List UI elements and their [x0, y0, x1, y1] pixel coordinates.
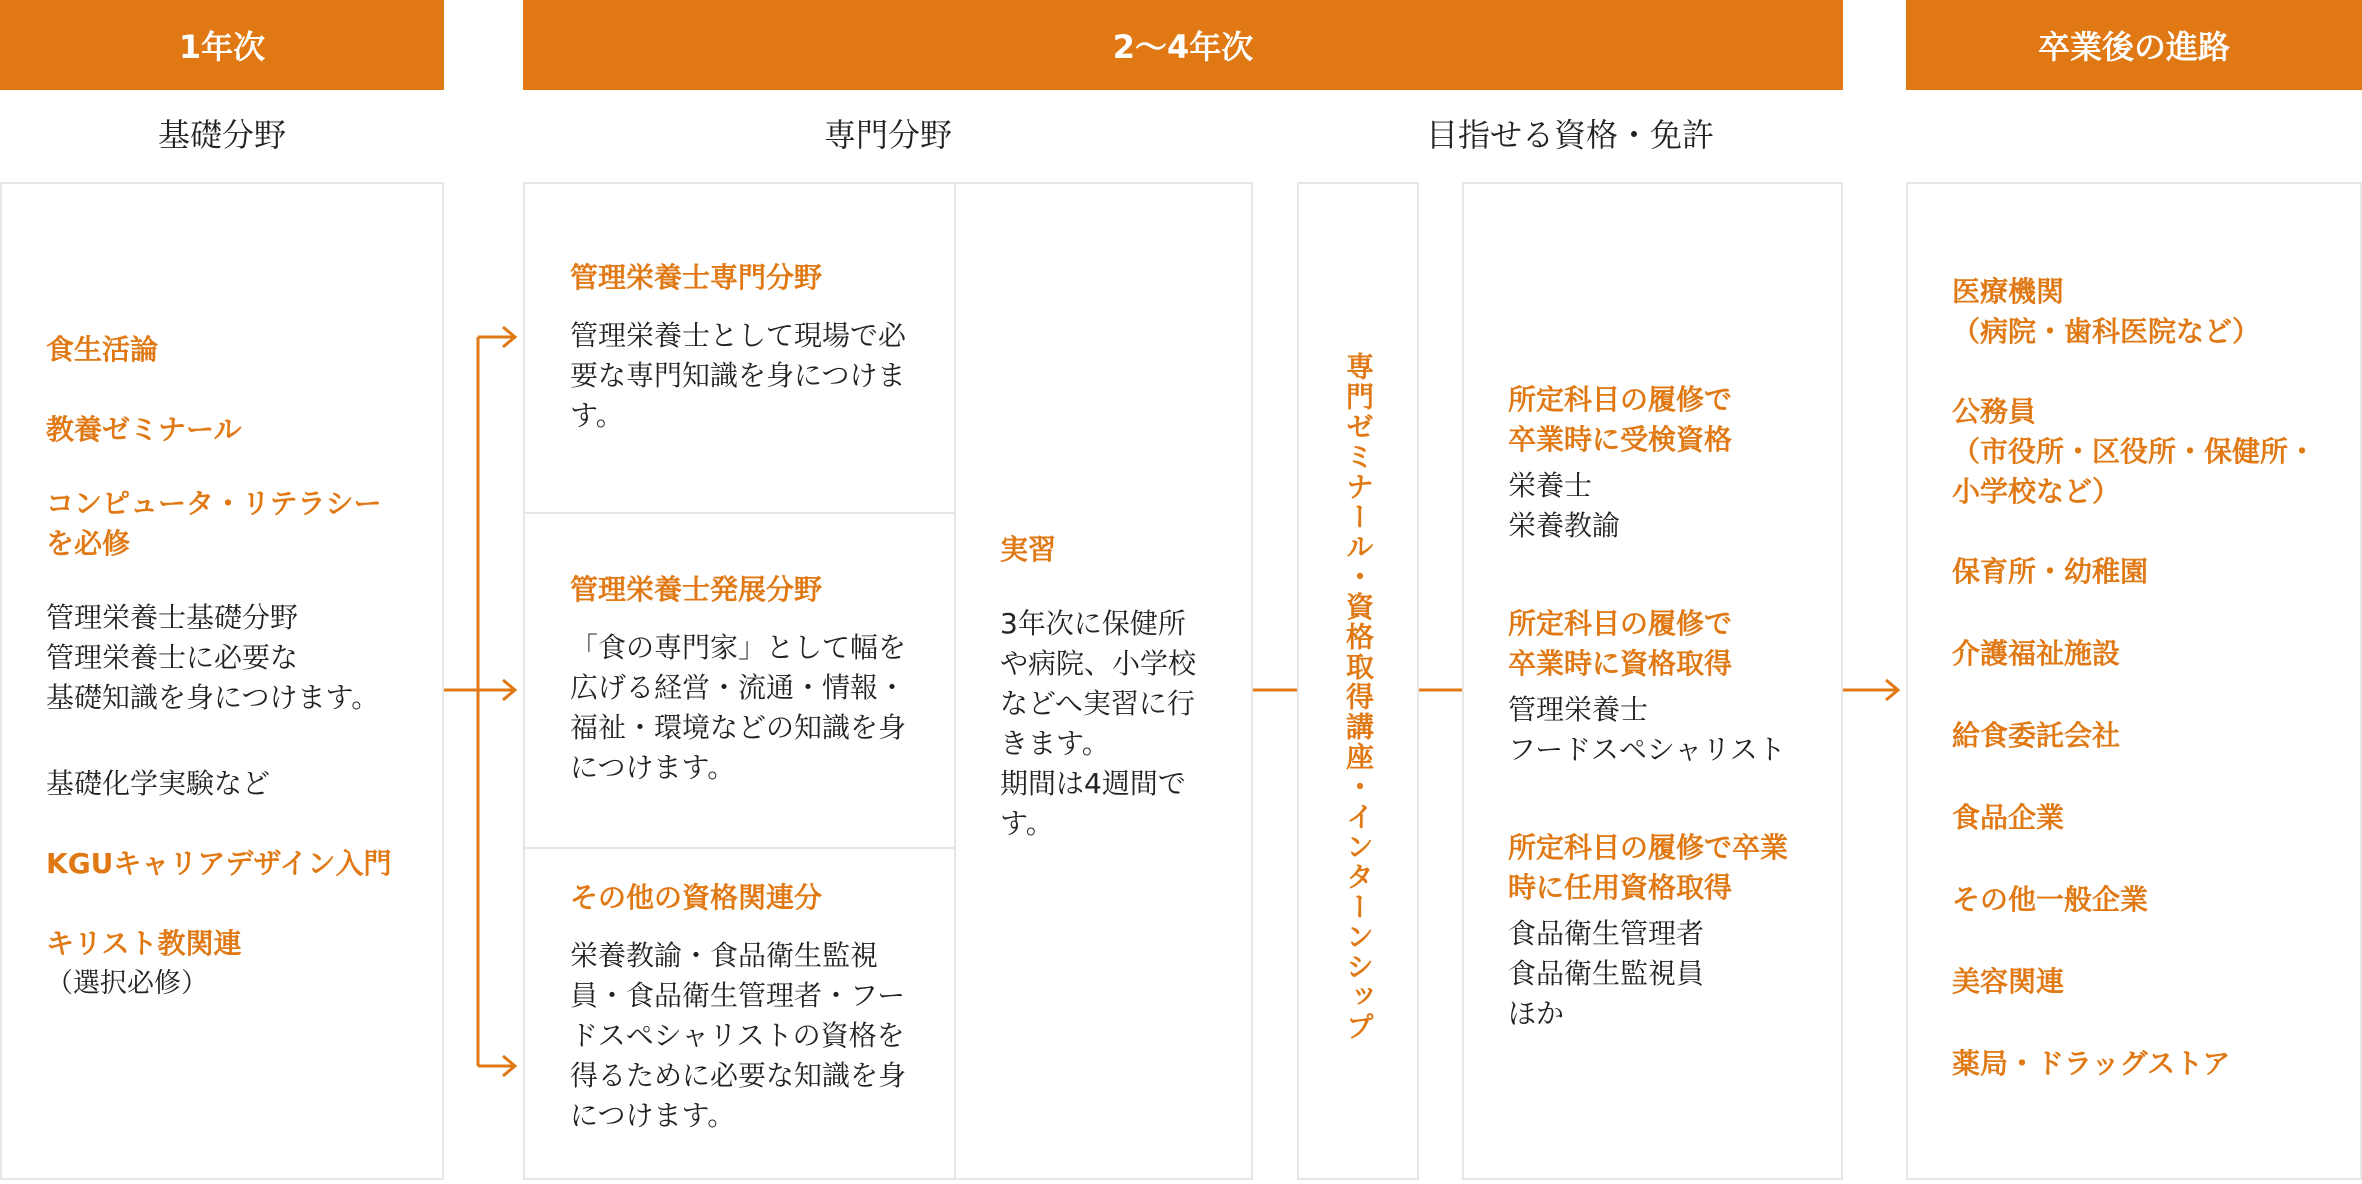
career-general-company: その他一般企業: [1952, 883, 2149, 916]
career-civil-servant: 公務員: [1952, 395, 2037, 428]
spec-section-3-title: その他の資格関連分: [570, 881, 823, 914]
qual-group-3-title: 所定科目の履修で卒業 時に任用資格取得: [1508, 831, 1789, 904]
basic-item-christianity: キリスト教関連: [46, 927, 242, 960]
qual-group-1-title: 所定科目の履修で 卒業時に受検資格: [1508, 383, 1733, 456]
seminar-label: 専門ゼミナール・資格取得講座・インターンシップ: [1342, 352, 1375, 1042]
basic-item-christianity-note: （選択必修）: [46, 968, 208, 999]
spec-section-1-body: 管理栄養士として現場で必要な専門知識を身につけます。: [570, 319, 907, 432]
career-nursery: 保育所・幼稚園: [1952, 555, 2149, 588]
career-medical-note: （病院・歯科医院など）: [1952, 315, 2261, 348]
basic-item-foundation: 管理栄養士基礎分野 管理栄養士に必要な 基礎知識を身につけます。: [46, 601, 380, 714]
qual-group-2-items: 管理栄養士 フードスペシャリスト: [1508, 693, 1786, 766]
spec-section-1-title: 管理栄養士専門分野: [570, 261, 823, 294]
basic-item-seminar: 教養ゼミナール: [46, 413, 242, 446]
career-civil-servant-note: （市役所・区役所・保健所・ 小学校など）: [1952, 435, 2317, 508]
basic-item-career-design: KGUキャリアデザイン入門: [46, 847, 392, 880]
practice-title: 実習: [1000, 533, 1057, 566]
spec-section-3-body: 栄養教諭・食品衛生監視員・食品衛生管理者・フードスペシャリストの資格を得るために必要な知識を身につけます。: [570, 939, 907, 1132]
basic-item-diet: 食生活論: [46, 333, 159, 366]
header-year2to4: 2〜4年次: [523, 0, 1843, 90]
header-after-graduation: 卒業後の進路: [1906, 0, 2362, 90]
subheader-basic: 基礎分野: [157, 116, 286, 154]
spec-section-2-title: 管理栄養士発展分野: [570, 573, 823, 606]
career-pharmacy: 薬局・ドラッグストア: [1952, 1047, 2231, 1080]
spec-section-2-body: 「食の専門家」として幅を広げる経営・流通・情報・福祉・環境などの知識を身につけます。: [570, 631, 907, 784]
career-welfare: 介護福祉施設: [1952, 637, 2121, 670]
subheader-specialized: 専門分野: [823, 116, 952, 154]
practice-body: 3年次に保健所や病院、小学校などへ実習に行きます。 期間は4週間です。: [1000, 607, 1197, 840]
header-year1: 1年次: [0, 0, 444, 90]
qual-group-1-items: 栄養士 栄養教諭: [1508, 469, 1621, 542]
career-catering: 給食委託会社: [1952, 719, 2121, 752]
basic-item-computer: コンピュータ・リテラシー を必修: [46, 487, 382, 560]
qual-group-2-title: 所定科目の履修で 卒業時に資格取得: [1508, 607, 1733, 680]
qual-group-3-items: 食品衛生管理者 食品衛生監視員 ほか: [1508, 917, 1705, 1030]
subheader-qualifications: 目指せる資格・免許: [1425, 116, 1714, 154]
basic-item-chemistry: 基礎化学実験など: [46, 767, 271, 800]
career-food-company: 食品企業: [1952, 801, 2065, 834]
career-medical: 医療機関: [1952, 275, 2065, 308]
career-beauty: 美容関連: [1952, 965, 2065, 998]
